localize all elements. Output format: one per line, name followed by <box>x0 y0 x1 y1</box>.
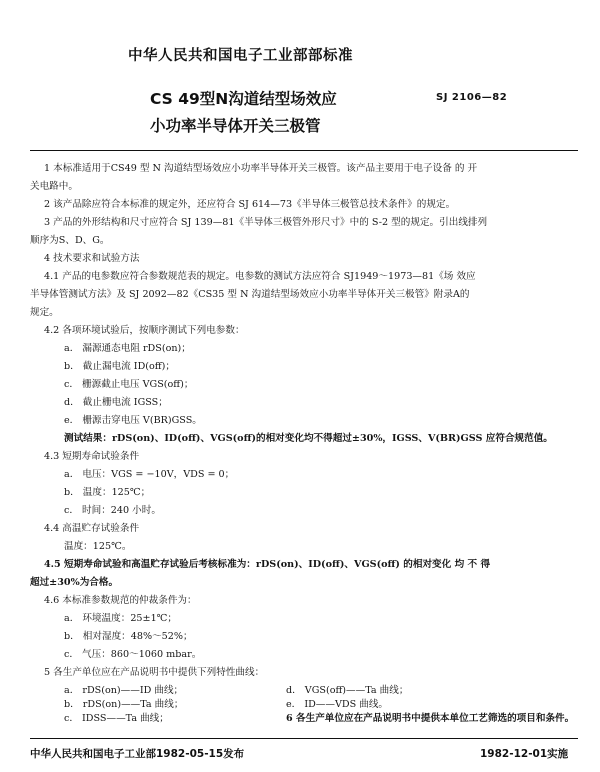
issuing-authority-header: 中华人民共和国电子工业部部标准 <box>128 48 353 64</box>
list-item: e． 栅源击穿电压 V(BR)GSS。 <box>64 415 202 426</box>
list-item: b． rDS(on)——Ta 曲线； <box>64 699 184 710</box>
list-item: d． VGS(off)——Ta 曲线； <box>286 685 409 696</box>
clause-4-3: 4.3 短期寿命试验条件 <box>44 451 140 462</box>
clause-4-5: 4.5 短期寿命试验和高温贮存试验后考核标准为：rDS(on)、ID(off)、VGS(off) 的相对变化 均 不 得 <box>44 559 491 570</box>
clause-1-cont: 关电路中。 <box>30 181 78 192</box>
clause-4-4: 4.4 高温贮存试验条件 <box>44 523 140 534</box>
standard-code: SJ 2106—82 <box>436 92 508 103</box>
footer-divider <box>30 738 578 739</box>
list-item: a． rDS(on)——ID 曲线； <box>64 685 184 696</box>
clause-4-2: 4.2 各项环境试验后，按顺序测试下列电参数： <box>44 325 245 336</box>
list-item: c． 栅源截止电压 VGS(off)； <box>64 379 194 390</box>
clause-4-1-cont-b: 规定。 <box>30 307 59 318</box>
clause-3: 3 产品的外形结构和尺寸应符合 SJ 139—81《半导体三极管外形尺寸》中的 S-2 型的规定。引出线排列 <box>44 217 488 228</box>
list-item: c． 时间：240 小时。 <box>64 505 161 516</box>
test-result-note: 测试结果：rDS(on)、ID(off)、VGS(off)的相对变化均不得超过±30%，IGSS、V(BR)GSS 应符合规范值。 <box>64 433 553 444</box>
list-item: b． 截止漏电流 ID(off)； <box>64 361 175 372</box>
list-item: c． IDSS——Ta 曲线； <box>64 713 169 724</box>
list-item: b． 相对湿度：48%～52%； <box>64 631 193 642</box>
list-item: d． 截止栅电流 IGSS； <box>64 397 168 408</box>
list-item: 温度：125℃。 <box>64 541 132 552</box>
clause-1: 1 本标准适用于CS49 型 N 沟道结型场效应小功率半导体开关三极管。该产品主要用于电子设备 的 开 <box>44 163 478 174</box>
clause-4-5-cont: 超过±30%为合格。 <box>30 577 119 588</box>
list-item: a． 漏源通态电阻 rDS(on)； <box>64 343 191 354</box>
clause-4-1-cont-a: 半导体管测试方法》及 SJ 2092—82《CS35 型 N 沟道结型场效应小功率半导体开关三极管》附录A的 <box>30 289 470 300</box>
issue-date: 中华人民共和国电子工业部1982-05-15发布 <box>30 748 245 760</box>
effective-date: 1982-12-01实施 <box>480 748 569 760</box>
clause-6: 6 各生产单位应在产品说明书中提供本单位工艺筛选的项目和条件。 <box>286 713 575 724</box>
list-item: b． 温度：125℃； <box>64 487 151 498</box>
list-item: a． 电压：VGS = −10V，VDS = 0； <box>64 469 235 480</box>
document-title-line-2: 小功率半导体开关三极管 <box>150 117 321 135</box>
clause-4-heading: 4 技术要求和试验方法 <box>44 253 140 264</box>
clause-2: 2 该产品除应符合本标准的规定外，还应符合 SJ 614—73《半导体三极管总技术条件》的规定。 <box>44 199 456 210</box>
list-item: e． ID——VDS 曲线。 <box>286 699 389 710</box>
clause-4-1: 4.1 产品的电参数应符合参数规范表的规定。电参数的测试方法应符合 SJ1949～1973—81《场 效应 <box>44 271 476 282</box>
clause-5: 5 各生产单位应在产品说明书中提供下列特性曲线： <box>44 667 265 678</box>
document-title-line-1: CS 49型N沟道结型场效应 <box>150 90 337 108</box>
list-item: c． 气压：860～1060 mbar。 <box>64 649 202 660</box>
list-item: a． 环境温度：25±1℃； <box>64 613 178 624</box>
clause-3-cont: 顺序为S、D、G。 <box>30 235 110 246</box>
clause-4-6: 4.6 本标准参数规范的仲裁条件为： <box>44 595 197 606</box>
